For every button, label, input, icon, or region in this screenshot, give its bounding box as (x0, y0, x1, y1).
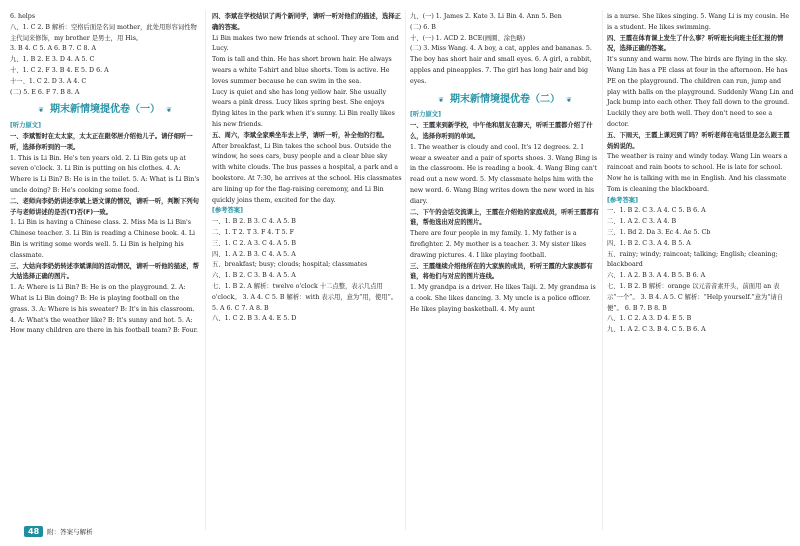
paragraph: There are four people in my family. 1. My father is a firefighter. 2. My mother is a teacher. 3. My sister likes drawing pictures. 4. I like playing football. (410, 230, 587, 259)
text-line: 九、(一) 1. James 2. Kate 3. Li Bin 4. Ann 5. Ben (410, 13, 562, 20)
text-line: (二) 6. B (410, 23, 436, 31)
answer-line: 二、1. T 2. T 3. F 4. T 5. F (212, 228, 294, 236)
column-1 (10, 12, 200, 337)
answer-line: 七、1. B 2. B 解析：orange 以元音音素开头，前面用 an 表示“一个”。 3. B 4. A 5. C 解析：“Help yourself.”意为“请自便”。 6. B 7. B 8. B (607, 282, 784, 312)
answer-line: 八、1. C 2. A 3. D 4. E 5. B (607, 315, 692, 323)
column-4 (607, 12, 795, 336)
column-divider (602, 10, 603, 530)
paragraph: Lucy is quiet and she has long yellow hair. She usually wears a pink dress. Lucy likes spring best. She enjoys flying kites in the park when it's sunny. Li Bin really likes his new friends. (212, 88, 395, 128)
paragraph: 1. The weather is cloudy and cool. It's 12 degrees. 2. I wear a sweater and a pair of sports shoes. 3. Wang Bing is in the classroom. He is reading a book. 4. Wang Bing can't read out a new word. 5. My classmate helps him with the new word. 6. Wang Bing writes down the new word in his diary. (410, 143, 598, 205)
answer-line: 八、1. C 2. B 3. A 4. E 5. D (212, 315, 297, 323)
answer-line: 五、breakfast; busy; clouds; hospital; classmates (212, 261, 368, 269)
answer-line: 七、1. B 2. A 解析：twelve o'clock 十二点整，表示几点用 o'clock。 3. A 4. C 5. B 解析：with 表示用，意为“用，使用”。 5. A 6. C 7. A 8. B (212, 282, 398, 312)
answers-label: [参考答案] (212, 207, 243, 215)
answer-line: 四、1. B 2. C 3. A 4. B 5. A (607, 239, 691, 247)
column-divider (405, 10, 406, 530)
answer-line: 六、1. B 2. C 3. B 4. A 5. A (212, 272, 296, 280)
paragraph: 1. My grandpa is a driver. He likes Taiji. 2. My grandma is a cook. She likes dancing. 3. My uncle is a police officer. He likes playing basketball. 4. My aunt (410, 284, 596, 313)
paragraph: 1. This is Li Bin. He's ten years old. 2. Li Bin gets up at seven o'clock. 3. Li Bin is putting on his clothes. 4. A: Where is Li Bin? B: He is in the toilet. 5. A: What is Li Bin's uncle doing? B: He's cooking some food. (10, 154, 200, 194)
paragraph: 1. A: Where is Li Bin? B: He is on the playground. 2. A: What is Li Bin doing? B: He is playing football on the grass. 3. A: Where is his sweater? B: It's in his classroom. 4. A: What's the weather like? B: It's sunny and hot. 5. A: How many children are there in his football team? B: Four. (10, 284, 198, 335)
paragraph: Li Bin makes two new friends at school. They are Tom and Lucy. (212, 34, 399, 53)
question-heading: 三、王霞继续介绍他所在的大家族的成员，听听王霞的大家族都有谁，将他们与对应的图片连线。 (410, 262, 593, 281)
text-line: (二) 3. Miss Wang. 4. A boy, a cat, apples and bananas. 5. The boy has short hair and small eyes. 6. A girl, a rabbit, apples and pineapples. 7. The girl has long hair and big eyes. (410, 45, 592, 85)
column-divider (205, 10, 206, 530)
answers-label: [参考答案] (607, 196, 638, 204)
text-line: 八、1. C 2. B 解析：空格后面是名词 mother，此处用形容词性物主代词来修饰，my brother 是男士，用 His。 (10, 23, 197, 42)
text-line: 3. B 4. C 5. A 6. B 7. C 8. A (10, 45, 97, 53)
question-heading: 四、王霞在体育课上发生了什么事？听听班长向班主任汇报的情况，选择正确的答案。 (607, 34, 784, 53)
column-2 (212, 12, 402, 325)
text-line: 十、1. C 2. F 3. B 4. E 5. D 6. A (10, 66, 109, 74)
section-label: [听力原文] (10, 122, 41, 130)
answer-line: 九、1. A 2. C 3. B 4. C 5. B 6. A (607, 326, 706, 334)
paragraph: It's sunny and warm now. The birds are flying in the sky. Wang Lin has a PE class at four in the afternoon. He has PE on the playground. The children can run, jump and play with balls on the playground. Suddenly Wang Lin and Jack bump into each other. They fall down to the ground. Luckily they are both well. They don't need to see a doctor. (607, 56, 794, 128)
page-footer (24, 524, 93, 538)
question-heading: 三、大姑向李奶奶转述李斌课间的活动情况，请听一听他的描述，帮大姑选择正确的图片。 (10, 262, 199, 281)
text-line: (二) 5. E 6. F 7. B 8. A (10, 88, 80, 96)
text-line: 十、(一) 1. ACD 2. BCE(画圈、涂色略) (410, 34, 526, 42)
question-heading: 四、李斌在学校结识了两个新同学，请听一听对他们的描述，选择正确的答案。 (212, 13, 401, 31)
answer-line: 一、1. B 2. C 3. A 4. C 5. B 6. A (607, 207, 706, 215)
answer-line: 三、1. Bd 2. Da 3. Ec 4. Ae 5. Cb (607, 228, 711, 236)
page-number: 48 (24, 526, 43, 537)
answer-line: 六、1. A 2. B 3. A 4. B 5. B 6. A (607, 272, 706, 280)
answer-line: 五、rainy; windy; raincoat; talking; English; cleaning; blackboard (607, 250, 778, 269)
section-title: ❦ 期末新情境提优卷（一） ❦ (10, 105, 200, 116)
paragraph: Tom is tall and thin. He has short brown hair. He always wears a white T-shirt and blue shorts. Tom is active. He loves summer because he can swim in the sea. (212, 56, 392, 85)
text-line: 十一、1. C 2. D 3. A 4. C (10, 77, 87, 85)
question-heading: 一、李斌暂时在太太家，太太正在跟邻居介绍他儿子。请仔细听一听，选择你听到的一项。 (10, 132, 193, 151)
question-heading: 一、王霞来到新学校，中午他和朋友在聊天，听听王霞都介绍了什么，选择你听到的单词。 (410, 122, 593, 140)
section-title: ❦ 期末新情境提优卷（二） ❦ (410, 95, 600, 106)
paragraph: The weather is rainy and windy today. Wang Lin wears a raincoat and rain boots to school. He is late for school. Now he is talking with me in English. And his classmate Tom is cleaning the blackboard. (607, 153, 788, 193)
answer-line: 四、1. A 2. B 3. C 4. A 5. A (212, 250, 296, 258)
column-3 (410, 12, 600, 316)
text-line: 九、1. B 2. E 3. D 4. A 5. C (10, 56, 95, 64)
question-heading: 二、老师向李奶奶讲述李斌上语文课的情况，请听一听，判断下列句子与老师讲述的是否(T)否(F)一致。 (10, 197, 199, 216)
paragraph: is a nurse. She likes singing. 5. Wang Li is my cousin. He is a student. He likes swimming. (607, 13, 790, 31)
section-label: [听力原文] (410, 111, 441, 119)
text-line: 6. helps (10, 13, 36, 20)
question-heading: 五、下雨天，王霞上课迟到了吗？听听老师在电话里是怎么跟王霞妈妈说的。 (607, 131, 790, 150)
question-heading: 五、周六，李斌全家乘坐车去上学，请听一听，补全他的行程。 (212, 131, 389, 139)
answer-line: 一、1. B 2. B 3. C 4. A 5. B (212, 218, 296, 226)
paragraph: After breakfast, Li Bin takes the school bus. Outside the window, he sees cars, busy people and a clear blue sky with white clouds. The bus passes a hospital, a park and a bookstore. At 7:30, he arrives at the school. His classmates are lining up for the flag-raising ceremony, and Li Bin quickly joins them, excited for the day. (212, 142, 402, 204)
paragraph: 1. Li Bin is having a Chinese class. 2. Miss Ma is Li Bin's Chinese teacher. 3. Li Bin is reading a Chinese book. 4. Li Bin is writing some words well. 5. Li Bin is helping his classmate. (10, 219, 196, 259)
answer-line: 三、1. C 2. A 3. C 4. A 5. B (212, 239, 297, 247)
answer-line: 二、1. A 2. C 3. A 4. B (607, 218, 677, 226)
question-heading: 二、下午的会话交流课上，王霞在介绍他的家庭成员，听听王霞都有谁，帮他选出对应的图片。 (410, 208, 599, 227)
footer-text: 附：答案与解析 (47, 527, 93, 536)
